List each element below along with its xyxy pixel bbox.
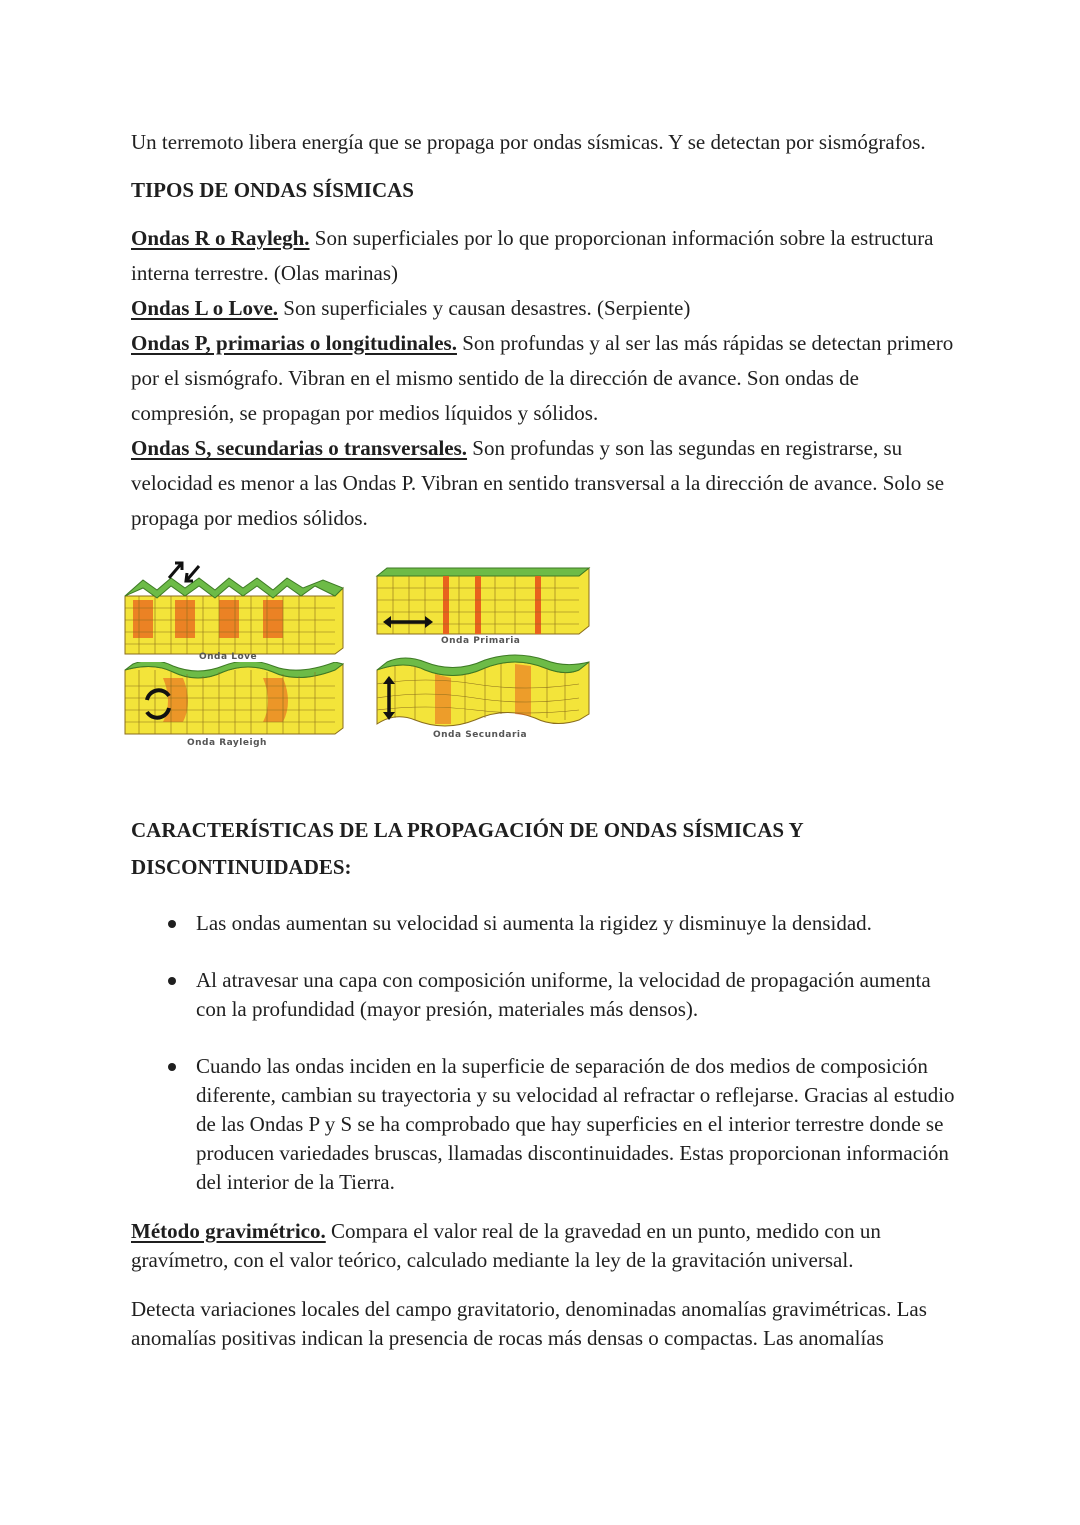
wave-primary (131, 326, 961, 431)
gravimetric-description: Compara el valor real de la gravedad en un punto, medido con un gravímetro, con el valor teórico, calculado mediante la ley de la gravitación universal. (131, 1219, 881, 1272)
secondary-wave-illustration (375, 654, 593, 734)
characteristics-list (131, 909, 961, 1197)
wave-types (131, 221, 961, 536)
list-item: Cuando las ondas inciden en la superficie de separación de dos medios de composición diferente, cambian su trayectoria y su velocidad al refractar o reflejarse. Gracias al estudio de las Ondas P y S se ha comprobado que hay superficies en el interior terrestre donde se producen variedades bruscas, llamadas discontinuidades. Estas proporcionan información del interior de la Tierra. (131, 1052, 961, 1197)
wave-secondary (131, 431, 961, 536)
gravimetric-paragraph (131, 1217, 961, 1275)
diagonal-arrows-icon (169, 563, 199, 581)
types-heading: TIPOS DE ONDAS SÍSMICAS (131, 178, 414, 202)
wave-rayleigh (131, 221, 961, 291)
list-item: Al atravesar una capa con composición uniforme, la velocidad de propagación aumenta con la profundidad (mayor presión, materiales más densos). (131, 966, 961, 1024)
gravimetric-term: Método gravimétrico. (131, 1219, 326, 1243)
wave-term: Ondas P, primarias o longitudinales. (131, 331, 457, 355)
document-page (131, 128, 961, 1353)
wave-description: Son profundas y son las segundas en registrarse, su velocidad es menor a las Ondas P. Vibran en sentido transversal a la dirección de avance. Solo se propaga por medios sólidos. (131, 436, 945, 530)
list-item: Las ondas aumentan su velocidad si aumenta la rigidez y disminuye la densidad. (131, 909, 961, 938)
love-caption: Onda Love (199, 652, 258, 662)
anomalies-paragraph: Detecta variaciones locales del campo gravitatorio, denominadas anomalías gravimétricas. Las anomalías positivas indican la presencia de rocas más densas o compactas. Las anomalías (131, 1297, 927, 1350)
love-wave-illustration (123, 558, 345, 656)
primary-wave-illustration (375, 564, 593, 638)
wave-love (131, 291, 961, 326)
rayleigh-wave-illustration (123, 662, 345, 740)
wave-term: Ondas R o Raylegh. (131, 226, 310, 250)
wave-term: Ondas L o Love. (131, 296, 279, 320)
wave-term: Ondas S, secundarias o transversales. (131, 436, 468, 460)
seismic-waves-figure (123, 558, 593, 748)
wave-description: Son superficiales y causan desastres. (Serpiente) (278, 296, 691, 320)
intro-paragraph: Un terremoto libera energía que se propaga por ondas sísmicas. Y se detectan por sismógrafos. (131, 130, 926, 154)
secondary-caption: Onda Secundaria (433, 730, 528, 740)
rayleigh-caption: Onda Rayleigh (187, 738, 267, 748)
wave-description: Son superficiales por lo que proporcionan información sobre la estructura interna terrestre. (Olas marinas) (131, 226, 934, 285)
characteristics-heading: CARACTERÍSTICAS DE LA PROPAGACIÓN DE ONDAS SÍSMICAS Y DISCONTINUIDADES: (131, 818, 803, 879)
wave-description: Son profundas y al ser las más rápidas se detectan primero por el sismógrafo. Vibran en el mismo sentido de la dirección de avance. Son ondas de compresión, se propagan por medios líquidos y sólidos. (131, 331, 954, 425)
primary-caption: Onda Primaria (441, 636, 521, 646)
